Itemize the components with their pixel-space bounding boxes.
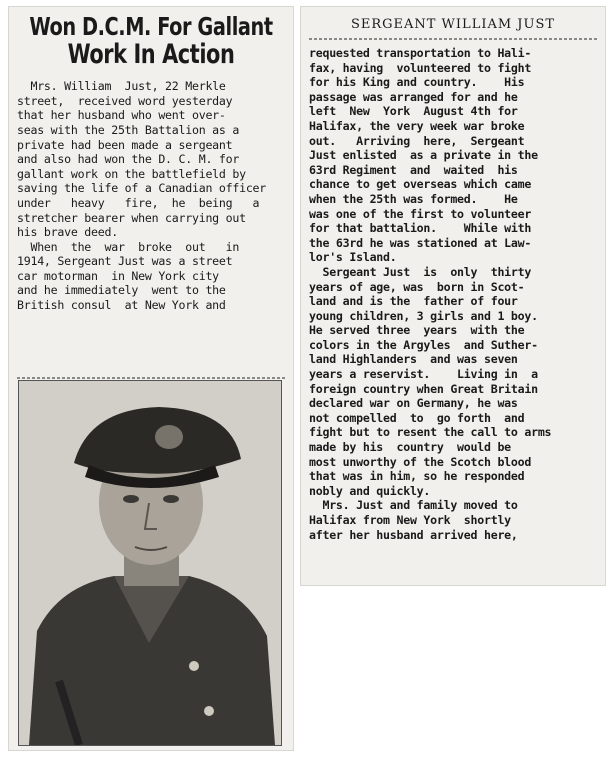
soldier-portrait-photo xyxy=(18,380,282,746)
headline-line-2: Work In Action xyxy=(67,39,235,70)
column-divider-rule xyxy=(17,377,285,379)
column-header: SERGEANT WILLIAM JUST xyxy=(350,17,556,32)
headline-line-1: Won D.C.M. For Gallant xyxy=(29,12,273,41)
right-article-body: requested transportation to Hali- fax, having volunteered to fight for his King and country. His passage was arranged for and he left New York August 4th for Halifax, the very week war broke out. Arriving here, Sergeant Just enlisted as a private in the 63rd Regiment and waited his chance to get overseas which came when the 25th was formed. He was one of the first to volunteer for that battalion. While with the 63rd he was stationed at Law- lor's Island. Sergeant Just is only thirty years of age, was born in Scot- land and is the father of four young children, 3 girls and 1 boy. He served three years with the colors in the Argyles and Suther- land Highlanders and was seven years a reservist. Living in a foreign country when Great Britain declared war on Germany, he was not compelled to go forth and fight but to resent the call to arms made by his country would be most unworthy of the Scotch blood that was in him, so he responded nobly and quickly. Mrs. Just and family moved to Halifax from New York shortly after her husband arrived here, xyxy=(309,46,552,542)
header-rule xyxy=(309,38,597,40)
right-clipping xyxy=(300,6,606,586)
left-article-body: Mrs. William Just, 22 Merkle street, received word yesterday that her husband who went over- seas with the 25th Battalion as a private had been made a sergeant and also had won the D. C. M. for gallant work on the battlefield by saving the life of a Canadian officer under heavy fire, he being a stretcher bearer when carrying out his brave deed. When the war broke out in 1914, Sergeant Just was a street car motorman in New York city and he immediately went to the British consul at New York and xyxy=(17,79,267,313)
